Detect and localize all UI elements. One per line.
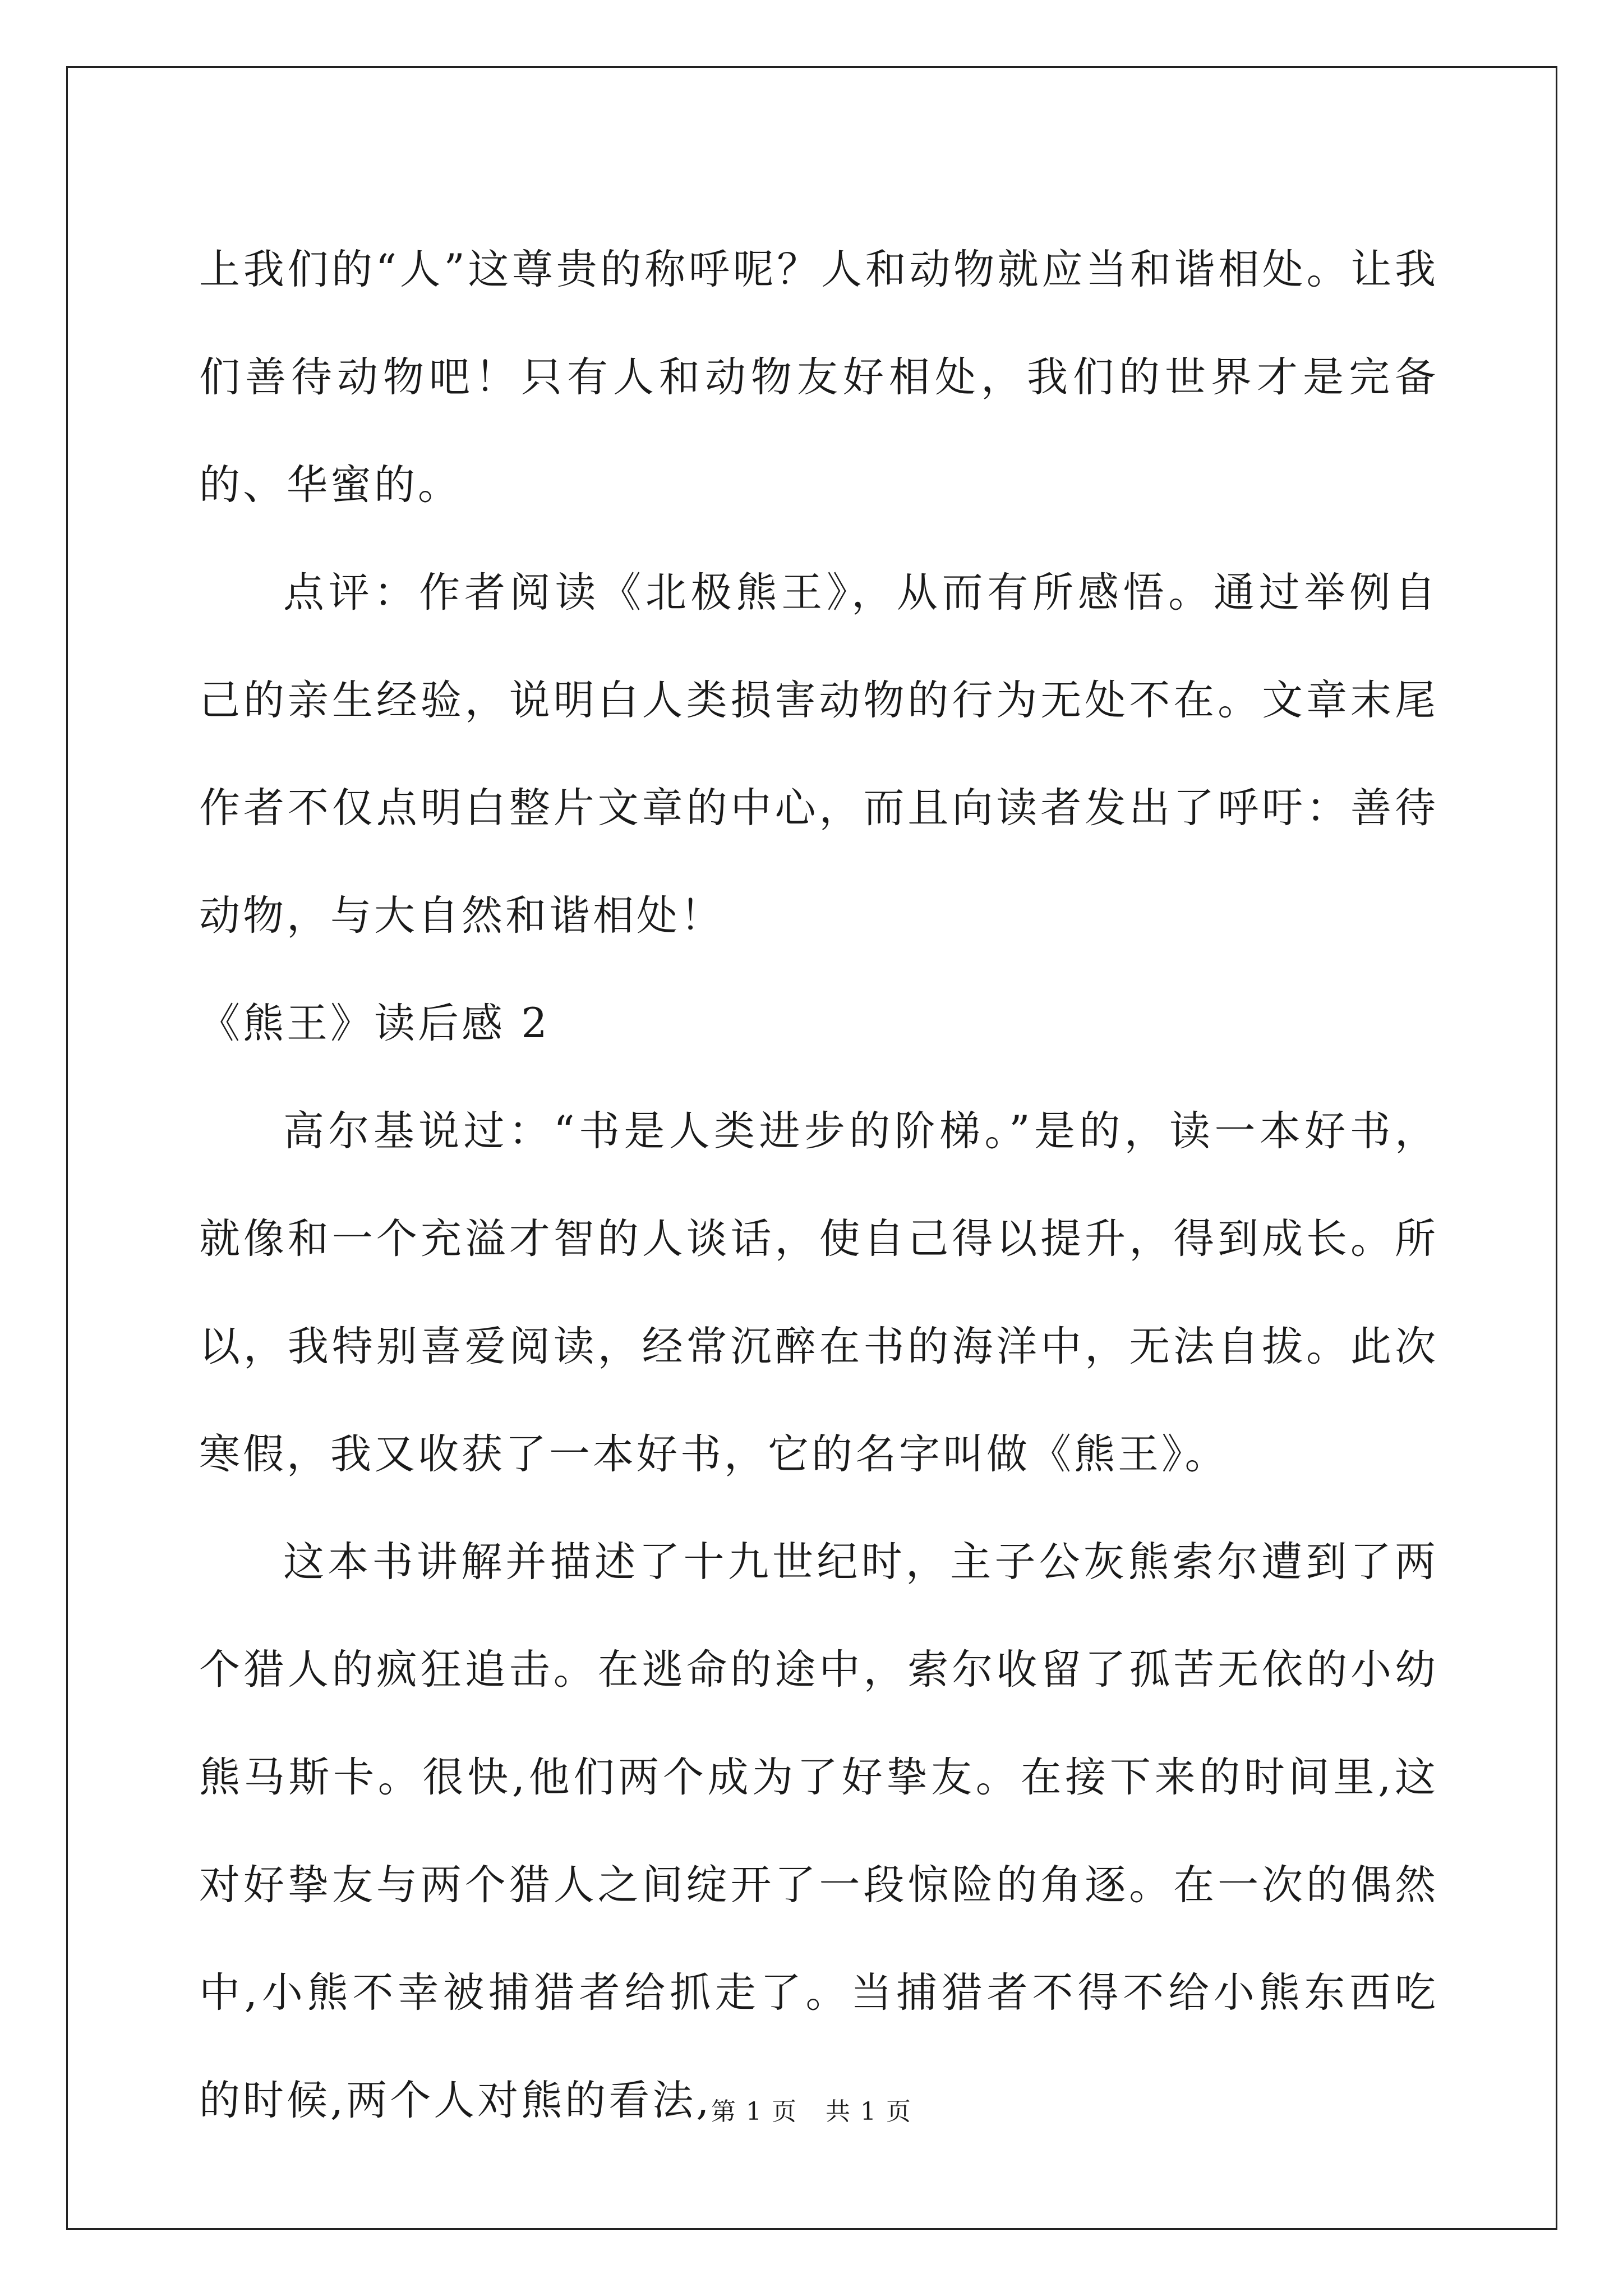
paragraph-review: 点评：作者阅读《北极熊王》，从而有所感悟。通过举例自己的亲生经验，说明白人类损害动物的行为无处不在。文章末尾作者不仅点明白整片文章的中心，而且向读者发出了呼吁：善待动物，与大自然和谐相处！	[199, 569, 1438, 940]
paragraph-3: 高尔基说过：“书是人类进步的阶梯。”是的，读一本好书，就像和一个充溢才智的人谈话，使自己得以提升，得到成长。所以，我特别喜爱阅读，经常沉醉在书的海洋中，无法自拔。此次寒假，我又收获了一本好书，它的名字叫做《熊王》。	[199, 1107, 1438, 1478]
page-number: 第 1 页	[711, 2097, 797, 2126]
document-body	[199, 216, 1438, 2155]
page-total: 共 1 页	[826, 2097, 912, 2126]
paragraph-4: 这本书讲解并描述了十九世纪时，主子公灰熊索尔遭到了两个猎人的疯狂追击。在逃命的途中，索尔收留了孤苦无依的小幼熊马斯卡。很快,他们两个成为了好挚友。在接下来的时间里,这对好挚友与两个猎人之间绽开了一段惊险的角逐。在一次的偶然中,小熊不幸被捕猎者给抓走了。当捕猎者不得不给小熊东西吃的时候,两个人对熊的看法,	[199, 1538, 1438, 2124]
page-footer	[0, 2095, 1623, 2129]
paragraph-1: 上我们的“人”这尊贵的称呼呢？人和动物就应当和谐相处。让我们善待动物吧！只有人和动物友好相处，我们的世界才是完备的、华蜜的。	[199, 246, 1438, 509]
section-title: 《熊王》读后感 2	[199, 1000, 550, 1047]
